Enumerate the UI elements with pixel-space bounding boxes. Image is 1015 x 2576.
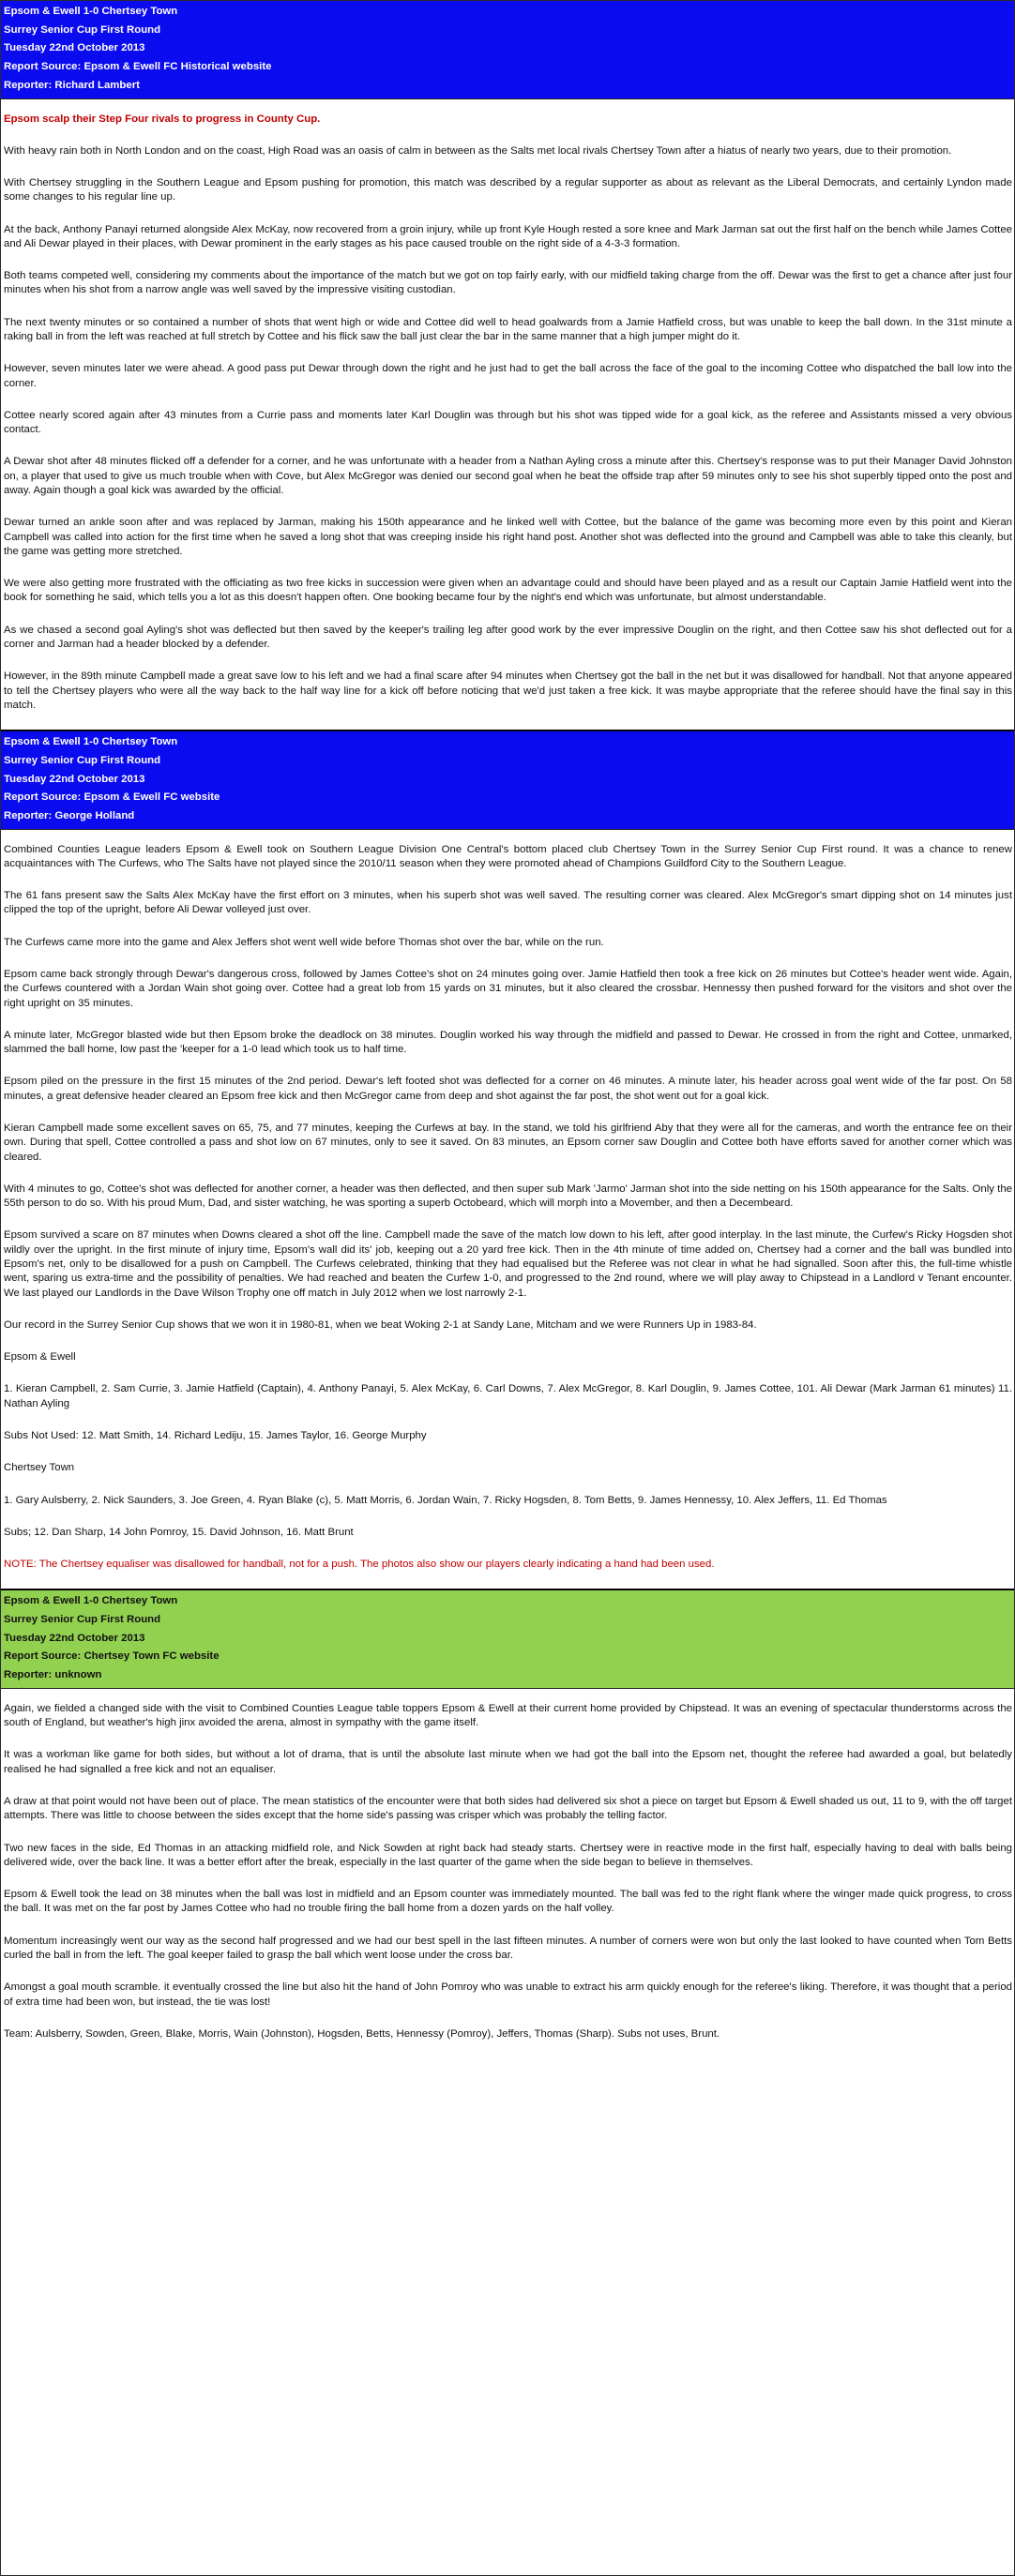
report-headline: Epsom scalp their Step Four rivals to progress in County Cup. — [4, 113, 321, 125]
paragraph: Epsom piled on the pressure in the first 15 minutes of the 2nd period. Dewar's left footed shot was deflected for a corner on 46 minutes. A minute later, his header across goal went wide of the far post. On 58 minutes, a great defensive header cleared an Epsom free kick and then McGregor came from deep and shot against the far post, the shot went out for a goal kick. — [4, 1076, 1012, 1102]
team-heading-chertsey: Chertsey Town — [4, 1462, 75, 1474]
paragraph: A Dewar shot after 48 minutes flicked off a defender for a corner, and he was unfortunate with a header from a Nathan Ayling cross a minute after this. Chertsey's response was to put their Manager David Johnston on, a player that used to give us much trouble when with Cove, but Alex McGregor was denied our second goal when he beat the offside trap after 59 minutes only to see his shot superbly tipped onto the post and away. Again though a goal kick was awarded by the official. — [4, 456, 1012, 497]
paragraph: However, seven minutes later we were ahead. A good pass put Dewar through down the right and he just had to get the ball across the face of the goal to the incoming Cottee who dispatched the ball low into the corner. — [4, 363, 1012, 389]
paragraph: Amongst a goal mouth scramble. it eventually crossed the line but also hit the hand of John Pomroy who was unable to extract his arm quickly enough for the referee's liking. Therefore, it was thought that a period of extra time had been won, but instead, the tie was lost! — [4, 1981, 1012, 2008]
paragraph: The Curfews came more into the game and Alex Jeffers shot went well wide before Thomas shot over the bar, while on the run. — [4, 936, 604, 948]
paragraph: At the back, Anthony Panayi returned alongside Alex McKay, now recovered from a groin injury, while up front Kyle Hough rested a sore knee and Mark Jarman sat out the first half on the bench while James Cottee and Ali Dewar played in their places, with Dewar prominent in the early stages as his pace caused trouble on the right side of a 4-3-3 formation. — [4, 223, 1012, 249]
paragraph: Two new faces in the side, Ed Thomas in an attacking midfield role, and Nick Sowden at right back had steady starts. Chertsey were in reactive mode in the first half, especially having to deal with balls being delivered wide, over the back line. It was a better effort after the break, especially in the last quarter of the game when the side began to believe in themselves. — [4, 1842, 1012, 1868]
team-list: Team: Aulsberry, Sowden, Green, Blake, Morris, Wain (Johnston), Hogsden, Betts, Hennessy (Pomroy), Jeffers, Thomas (Sharp). Subs not uses, Brunt. — [4, 2027, 720, 2040]
disallowed-goal-note: NOTE: The Chertsey equaliser was disallowed for handball, not for a push. The photos also show our players clearly indicating a hand had been used. — [4, 1559, 715, 1571]
report-1-header — [1, 1, 1014, 99]
paragraph: With heavy rain both in North London and on the coast, High Road was an oasis of calm in between as the Salts met local rivals Chertsey Town after a hiatus of nearly two years, due to their promotion. — [4, 144, 952, 157]
paragraph: Both teams competed well, considering my comments about the importance of the match but we got on top fairly early, with our midfield taking charge from the off. Dewar was the first to get a chance after just four minutes when his shot from a narrow angle was well saved by the impressive visiting custodian. — [4, 270, 1012, 296]
paragraph: Epsom came back strongly through Dewar's dangerous cross, followed by James Cottee's shot on 24 minutes going over. Jamie Hatfield then took a free kick on 26 minutes but Cottee's header went wide. Again, the Curfews countered with a Jordan Wain shot going over. Cottee had a great lob from 15 yards on 31 minutes, but it also cleared the crossbar. Hennessy then pushed forward for the visitors and shot over the right upright on 35 minutes. — [4, 969, 1012, 1009]
paragraph: It was a workman like game for both sides, but without a lot of drama, that is until the absolute last minute when we had got the ball into the Epsom net, thought the referee had awarded a goal, but belatedly realised he had signalled a free kick and not an equaliser. — [4, 1749, 1012, 1775]
paragraph: As we chased a second goal Ayling's shot was deflected but then saved by the keeper's trailing leg after good work by the ever impressive Douglin on the right, and then Cottee saw his shot deflected out for a corner and Jarman had a header blocked by a defender. — [4, 624, 1012, 650]
report-2 — [1, 731, 1014, 1590]
report-3 — [1, 1590, 1014, 2041]
competition: Surrey Senior Cup First Round — [4, 754, 161, 766]
paragraph: Cottee nearly scored again after 43 minutes from a Currie pass and moments later Karl Douglin was through but his shot was tipped wide for a goal kick, as the referee and Assistants missed a very obvious contact. — [4, 409, 1012, 436]
match-date: Tuesday 22nd October 2013 — [4, 1632, 145, 1644]
report-source: Report Source: Epsom & Ewell FC Historical website — [4, 61, 272, 73]
report-2-header — [1, 731, 1014, 830]
paragraph: We were also getting more frustrated with the officiating as two free kicks in succession were given when an advantage could and should have been played and as a result our Captain Jamie Hatfield went into the book for something he said, which tells you a lot as this doesn't happen often. One booking became four by the night's end which was unfortunate, but almost understandable. — [4, 578, 1012, 604]
report-source: Report Source: Epsom & Ewell FC website — [4, 791, 220, 804]
report-source: Report Source: Chertsey Town FC website — [4, 1650, 220, 1663]
team-heading-epsom: Epsom & Ewell — [4, 1351, 76, 1363]
team-lineup-chertsey: 1. Gary Aulsberry, 2. Nick Saunders, 3. Joe Green, 4. Ryan Blake (c), 5. Matt Morris, 6. Jordan Wain, 7. Ricky Hogsden, 8. Tom Betts, 9. James Hennessy, 10. Alex Jeffers, 11. Ed Thomas — [4, 1494, 887, 1506]
report-3-header — [1, 1590, 1014, 1689]
report-1-body — [1, 99, 1014, 732]
paragraph: Again, we fielded a changed side with the visit to Combined Counties League table toppers Epsom & Ewell at their current home provided by Chipstead. It was an evening of spectacular thunderstorms across the south of England, but weather's high jinx avoided the arena, almost in sympathy with the game itself. — [4, 1702, 1012, 1729]
paragraph: With Chertsey struggling in the Southern League and Epsom pushing for promotion, this match was described by a regular supporter as about as relevant as the Liberal Democrats, and certainly Lyndon made some changes to his regular line up. — [4, 177, 1012, 203]
match-date: Tuesday 22nd October 2013 — [4, 42, 145, 54]
paragraph: Our record in the Surrey Senior Cup shows that we won it in 1980-81, when we beat Woking 2-1 at Sandy Lane, Mitcham and we were Runners Up in 1983-84. — [4, 1318, 757, 1331]
paragraph: Epsom & Ewell took the lead on 38 minutes when the ball was lost in midfield and an Epsom counter was immediately mounted. The ball was fed to the right flank where the winger made quick progress, to cross the ball. It was met on the far post by James Cottee who had no trouble firing the ball home from a dozen yards on the half volley. — [4, 1889, 1012, 1915]
reporter: Reporter: unknown — [4, 1669, 102, 1681]
report-3-body — [1, 1689, 1014, 2041]
paragraph: However, in the 89th minute Campbell made a great save low to his left and we had a final scare after 94 minutes when Chertsey got the ball in the net but it was disallowed for handball. Not that anyone appeared to tell the Chertsey players who were all the way back to the half way line for a kick off before noticing that we'd just taken a free kick. It was maybe appropriate that the referee should have the final say in this match. — [4, 670, 1012, 711]
match-date: Tuesday 22nd October 2013 — [4, 773, 145, 785]
match-title: Epsom & Ewell 1-0 Chertsey Town — [4, 6, 178, 17]
spacer — [4, 1572, 1012, 1589]
paragraph: The next twenty minutes or so contained a number of shots that went high or wide and Cottee did well to head goalwards from a Jamie Hatfield cross, but was unable to keep the ball down. In the 31st minute a raking ball in from the left was reached at full stretch by Cottee and his flick saw the ball just clear the bar in the same manner that a high jumper might do it. — [4, 316, 1012, 343]
competition: Surrey Senior Cup First Round — [4, 1614, 161, 1626]
paragraph: Epsom survived a scare on 87 minutes when Downs cleared a shot off the line. Campbell made the save of the match low down to his left, after good interplay. In the last minute, the Curfew's Ricky Hogsden shot wildly over the upright. In the first minute of injury time, Epsom's wall did its' job, keeping out a 20 yard free kick. Then in the 4th minute of time added on, Chertsey had a corner and the ball was bundled into Epsom's net, only to be disallowed for a push on Campbell. The Curfews celebrated, thinking that they had equalised but the Referee was not clear in what he had signalled. Soon after this, the full-time whistle went, sparing us extra-time and the possibility of penalties. We had reached and beaten the Curfew 1-0, and progressed to the 2nd round, where we will play away to Chipstead in a Landlord v Tenant encounter. We last played our Landlords in the Dave Wilson Trophy one off match in July 2012 when we lost narrowly 2-1. — [4, 1229, 1012, 1299]
spacer — [4, 713, 1012, 730]
paragraph: Kieran Campbell made some excellent saves on 65, 75, and 77 minutes, keeping the Curfews at bay. In the stand, we told his girlfriend Aby that they were all for the cameras, and worth the entrance fee on their own. During that spell, Cottee controlled a pass and shot low on 67 minutes, only to see it saved. On 83 minutes, an Epsom corner saw Douglin and Cottee both have efforts saved for another corner which was cleared. — [4, 1122, 1012, 1163]
report-1 — [1, 1, 1014, 731]
paragraph: The 61 fans present saw the Salts Alex McKay have the first effort on 3 minutes, when his superb shot was well saved. The resulting corner was cleared. Alex McGregor's smart dipping shot on 14 minutes just clipped the top of the upright, before Ali Dewar volleyed just over. — [4, 890, 1012, 916]
team-subs-chertsey: Subs; 12. Dan Sharp, 14 John Pomroy, 15. David Johnson, 16. Matt Brunt — [4, 1526, 354, 1538]
paragraph: Combined Counties League leaders Epsom & Ewell took on Southern League Division One Central's bottom placed club Chertsey Town in the Surrey Senior Cup First round. It was a chance to renew acquaintances with The Curfews, who The Salts have not played since the 2010/11 season when they were promoted ahead of Champions Guildford City to the Southern League. — [4, 843, 1012, 869]
paragraph: A minute later, McGregor blasted wide but then Epsom broke the deadlock on 38 minutes. Douglin worked his way through the midfield and passed to Dewar. He crossed in from the right and Cottee, unmarked, slammed the ball home, low past the 'keeper for a 1-0 lead which took us to half time. — [4, 1029, 1012, 1056]
team-lineup-epsom: 1. Kieran Campbell, 2. Sam Currie, 3. Jamie Hatfield (Captain), 4. Anthony Panayi, 5. Alex McKay, 6. Carl Downs, 7. Alex McGregor, 8. Karl Douglin, 9. James Cottee, 101. Ali Dewar (Mark Jarman 61 minutes) 11. Nathan Ayling — [4, 1383, 1012, 1409]
match-title: Epsom & Ewell 1-0 Chertsey Town — [4, 736, 178, 748]
paragraph: Dewar turned an ankle soon after and was replaced by Jarman, making his 150th appearance and he linked well with Cottee, but the balance of the game was becoming more even by this point and Kieran Campbell was called into action for the first time when he saved a long shot that was creeping inside his right hand post. Another shot was deflected into the ground and Campbell was able to take this cleanly, but the game was getting more stretched. — [4, 517, 1012, 557]
report-2-body — [1, 830, 1014, 1591]
competition: Surrey Senior Cup First Round — [4, 23, 161, 36]
paragraph: A draw at that point would not have been out of place. The mean statistics of the encounter were that both sides had delivered six shot a piece on target but Epsom & Ewell shaded us out, 11 to 9, with the off target attempts. There was little to choose between the sides except that the home side's passing was crisper which was probably the telling factor. — [4, 1795, 1012, 1822]
match-title: Epsom & Ewell 1-0 Chertsey Town — [4, 1595, 178, 1607]
team-subs-epsom: Subs Not Used: 12. Matt Smith, 14. Richard Lediju, 15. James Taylor, 16. George Murphy — [4, 1429, 427, 1441]
paragraph: With 4 minutes to go, Cottee's shot was deflected for another corner, a header was then deflected, and then super sub Mark 'Jarmo' Jarman shot into the side netting on his 150th appearance for the Salts. Only the 55th person to do so. With his proud Mum, Dad, and sister watching, he was sporting a superb Octobeard, which will morph into a Movember, and then a Decembeard. — [4, 1183, 1012, 1210]
reporter: Reporter: Richard Lambert — [4, 79, 140, 91]
reporter: Reporter: George Holland — [4, 809, 135, 821]
paragraph: Momentum increasingly went our way as the second half progressed and we had our best spell in the last fifteen minutes. A number of corners were won but only the last looked to have counted when Tom Betts curled the ball in from the left. The goal keeper failed to grasp the ball which went loose under the cross bar. — [4, 1935, 1012, 1961]
